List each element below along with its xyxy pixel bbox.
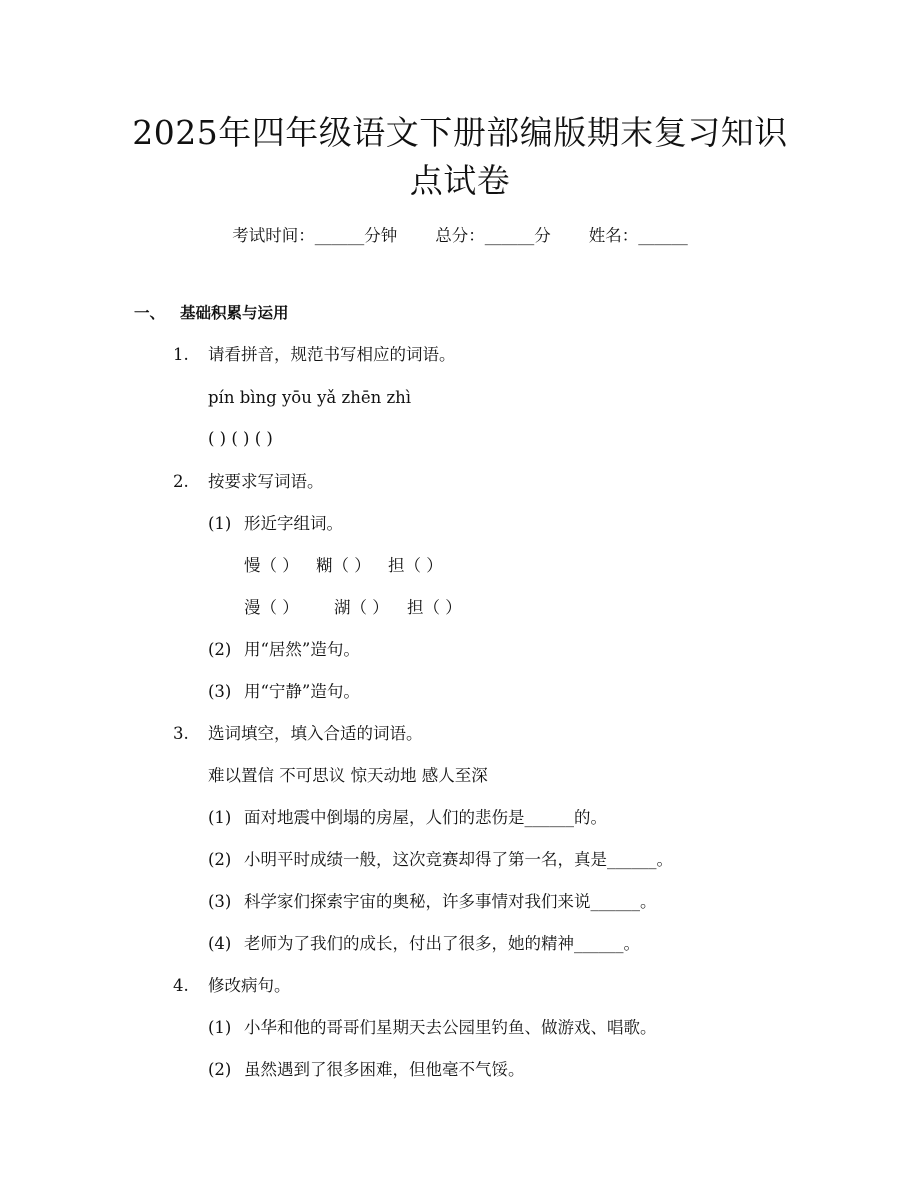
question-text: 选词填空，填入合适的词语。 [208,724,423,743]
question-number: 2. [173,472,189,491]
question-1 [173,343,456,367]
sub-number: (4) [208,934,232,953]
sub-text: 小华和他的哥哥们星期天去公园里钓鱼、做游戏、唱歌。 [244,1018,657,1037]
sub-question [208,680,360,704]
sub-number: (1) [208,514,232,533]
question-4 [173,974,291,998]
section-title: 基础积累与运用 [180,304,289,322]
sub-text: 用“宁静”造句。 [244,682,360,701]
word-cell: 糊（ ） [316,556,371,575]
sub-question [208,638,360,662]
time-field: 考试时间：______分钟 [232,226,398,245]
sub-number: (2) [208,1060,232,1079]
question-number: 3. [173,724,189,743]
sub-question [208,890,657,914]
word-bank: 难以置信 不可思议 惊天动地 感人至深 [208,766,488,785]
question-text: 修改病句。 [208,976,291,995]
question-2 [173,470,324,494]
sub-number: (2) [208,640,232,659]
sub-question [208,512,343,536]
sub-question [208,932,640,956]
question-number: 1. [173,345,189,364]
question-text: 请看拼音，规范书写相应的词语。 [208,345,456,364]
sub-number: (3) [208,892,232,911]
page-title-line1: 2025年四年级语文下册部编版期末复习知识 [132,113,788,152]
sub-number: (1) [208,808,232,827]
sub-question [208,848,673,872]
word-row-2 [244,596,462,620]
sub-question [208,806,607,830]
sub-text: 用“居然”造句。 [244,640,360,659]
sub-number: (2) [208,850,232,869]
sub-text: 面对地震中倒塌的房屋，人们的悲伤是______的。 [244,808,607,827]
question-3 [173,722,423,746]
page-title-line2: 点试卷 [409,161,511,200]
sub-number: (1) [208,1018,232,1037]
word-cell: 担（ ） [407,598,462,617]
word-row-1 [244,554,443,578]
section-number: 一、 [134,304,166,322]
word-cell: 漫（ ） [244,598,299,617]
question-number: 4. [173,976,189,995]
word-cell: 慢（ ） [244,556,299,575]
score-field: 总分：______分 [435,226,551,245]
sub-text: 老师为了我们的成长，付出了很多，她的精神______。 [244,934,640,953]
word-cell: 湖（ ） [334,598,389,617]
name-field: 姓名：______ [588,226,688,245]
answer-blanks: ( ) ( ) ( ) [208,429,273,448]
sub-text: 形近字组词。 [244,514,343,533]
word-cell: 担（ ） [388,556,443,575]
sub-question [208,1016,657,1040]
sub-question [208,1058,525,1082]
exam-meta [0,222,920,246]
section-heading [134,301,289,325]
sub-text: 科学家们探索宇宙的奥秘，许多事情对我们来说______。 [244,892,657,911]
sub-number: (3) [208,682,232,701]
sub-text: 虽然遇到了很多困难，但他毫不气馁。 [244,1060,525,1079]
pinyin-line: pín bìng yōu yǎ zhēn zhì [208,388,412,407]
sub-text: 小明平时成绩一般，这次竞赛却得了第一名，真是______。 [244,850,673,869]
question-text: 按要求写词语。 [208,472,324,491]
